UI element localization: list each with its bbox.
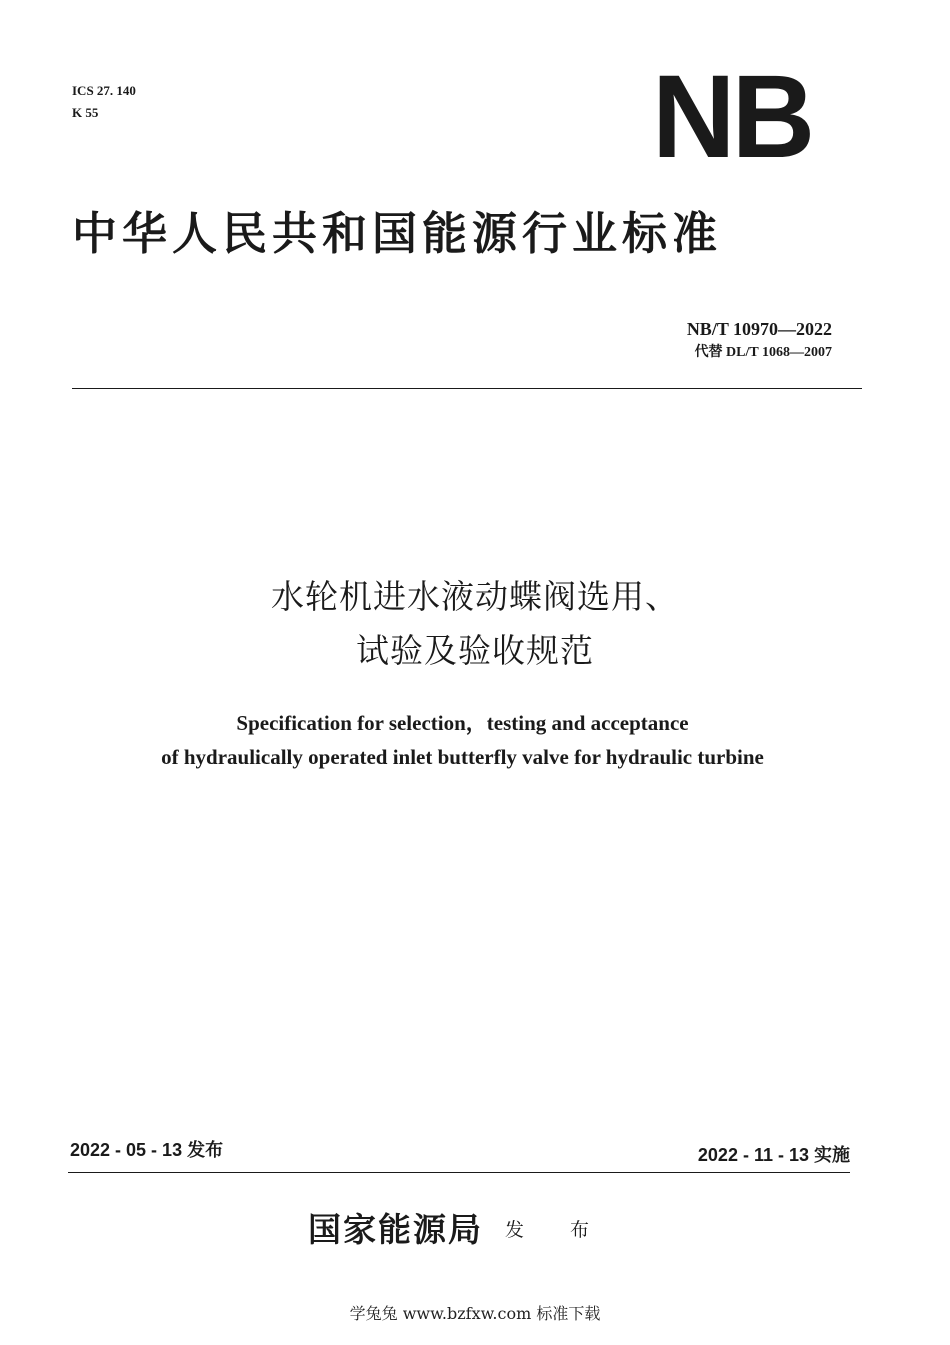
chinese-title-line-2: 试验及验收规范 xyxy=(356,631,594,670)
org-title: 中华人民共和国能源行业标准 xyxy=(72,207,723,260)
replaces-code: 代替 DL/T 1068—2007 xyxy=(694,345,832,360)
standard-code: NB/T 10970—2022 xyxy=(686,319,832,339)
publisher-name: 国家能源局 xyxy=(308,1210,483,1249)
publisher-action: 发 布 xyxy=(505,1219,610,1241)
chinese-title xyxy=(0,570,950,678)
standard-number-block xyxy=(687,316,832,364)
ics-code: ICS 27. 140 xyxy=(72,83,136,98)
implementation-date: 2022 - 11 - 13 实施 xyxy=(697,1145,850,1165)
bottom-divider xyxy=(68,1172,850,1173)
top-divider xyxy=(72,388,862,389)
ccs-code: K 55 xyxy=(72,105,99,120)
chinese-title-line-1: 水轮机进水液动蝶阀选用、 xyxy=(271,577,679,616)
english-title-line-2: of hydraulically operated inlet butterfly valve for hydraulic turbine xyxy=(161,745,764,769)
english-title xyxy=(0,706,925,774)
nb-logo: NB xyxy=(652,51,812,183)
publisher xyxy=(308,1206,609,1254)
english-title-line-1: Specification for selection，testing and acceptance xyxy=(236,711,689,735)
footer-watermark: 学兔兔 www.bzfxw.com 标准下载 xyxy=(349,1304,601,1323)
classification-codes xyxy=(72,80,136,124)
issue-date: 2022 - 05 - 13 发布 xyxy=(70,1140,224,1160)
